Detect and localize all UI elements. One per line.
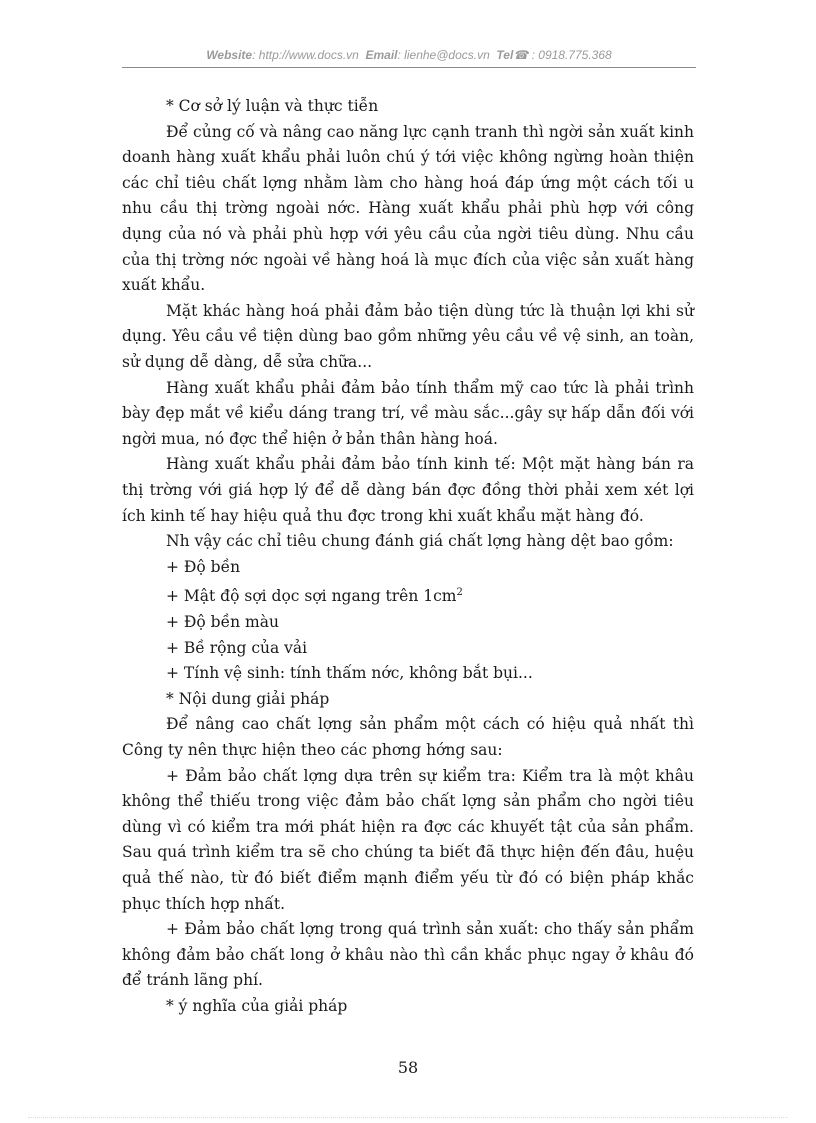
list-item: + Độ bền bbox=[166, 557, 241, 576]
list-item bbox=[122, 580, 694, 610]
website-label: Website bbox=[206, 48, 253, 62]
footer-divider bbox=[28, 1117, 788, 1118]
list-item: + Bề rộng của vải bbox=[166, 638, 308, 657]
header-divider bbox=[122, 67, 696, 68]
heading-theory: * Cơ sở lý luận và thực tiễn bbox=[166, 97, 379, 115]
list-item: + Tính vệ sinh: tính thấm nớc, không bắt bụi... bbox=[166, 664, 533, 683]
paragraph: Để củng cố và nâng cao năng lực cạnh tranh thì ngời sản xuất kinh doanh hàng xuất khẩu phải luôn chú ý tới việc không ngừng hoàn thiện các chỉ tiêu chất lợng nhằm làm cho hàng hoá đáp ứng một cách tối u nhu cầu thị trờng ngoài nớc. Hàng xuất khẩu phải phù hợp với công dụng của nó và phải phù hợp với yêu cầu của ngời tiêu dùng. Nhu cầu của thị trờng nớc ngoài về hàng hoá là mục đích của việc sản xuất hàng xuất khẩu. bbox=[122, 122, 694, 295]
page-number: 58 bbox=[397, 1058, 419, 1077]
paragraph: Để nâng cao chất lợng sản phẩm một cách có hiệu quả nhất thì Công ty nên thực hiện theo các phơng hớng sau: bbox=[122, 715, 694, 759]
list-item: + Độ bền màu bbox=[166, 613, 279, 632]
superscript: 2 bbox=[456, 587, 463, 599]
website-value: : http://www.docs.vn bbox=[252, 48, 359, 62]
heading-solution-content: * Nội dung giải pháp bbox=[166, 689, 330, 708]
paragraph: + Đảm bảo chất lợng dựa trên sự kiểm tra: Kiểm tra là một khâu không thể thiếu trong việc đảm bảo chất lợng sản phẩm cho ngời tiêu dùng vì có kiểm tra mới phát hiện ra đợc các khuyết tật của sản phẩm. Sau quá trình kiểm tra sẽ cho chúng ta biết đã thực hiện đến đâu, huệu quả thế nào, từ đó biết điểm mạnh điểm yếu từ đó có biện pháp khắc phục thích hợp nhất. bbox=[122, 766, 694, 913]
heading-solution-meaning: * ý nghĩa của giải pháp bbox=[166, 996, 348, 1015]
email-label: Email bbox=[365, 48, 398, 62]
paragraph: Mặt khác hàng hoá phải đảm bảo tiện dùng tức là thuận lợi khi sử dụng. Yêu cầu về tiện dùng bao gồm những yêu cầu về vệ sinh, an toàn, sử dụng dễ dàng, dễ sửa chữa... bbox=[122, 301, 694, 371]
paragraph: Hàng xuất khẩu phải đảm bảo tính thẩm mỹ cao tức là phải trình bày đẹp mắt về kiểu dáng trang trí, về màu sắc...gây sự hấp dẫn đối với ngời mua, nó đợc thể hiện ở bản thân hàng hoá. bbox=[122, 378, 694, 448]
paragraph: Nh vậy các chỉ tiêu chung đánh giá chất lợng hàng dệt bao gồm: bbox=[166, 532, 674, 551]
list-item-text: + Mật độ sợi dọc sợi ngang trên 1cm bbox=[166, 587, 457, 606]
tel-label: Tel bbox=[496, 48, 514, 62]
email-value: : lienhe@docs.vn bbox=[397, 48, 490, 62]
paragraph: + Đảm bảo chất lợng trong quá trình sản xuất: cho thấy sản phẩm không đảm bảo chất long ở khâu nào thì cần khắc phục ngay ở khâu đó để tránh lãng phí. bbox=[122, 920, 694, 990]
paragraph: Hàng xuất khẩu phải đảm bảo tính kinh tế: Một mặt hàng bán ra thị trờng với giá hợp lý để dễ dàng bán đợc đồng thời phải xem xét lợi ích kinh tế hay hiệu quả thu đợc trong khi xuất khẩu mặt hàng đó. bbox=[122, 455, 694, 525]
tel-value: ☎ : 0918.775.368 bbox=[513, 48, 612, 62]
page-header bbox=[122, 47, 696, 63]
document-body bbox=[122, 94, 694, 1020]
